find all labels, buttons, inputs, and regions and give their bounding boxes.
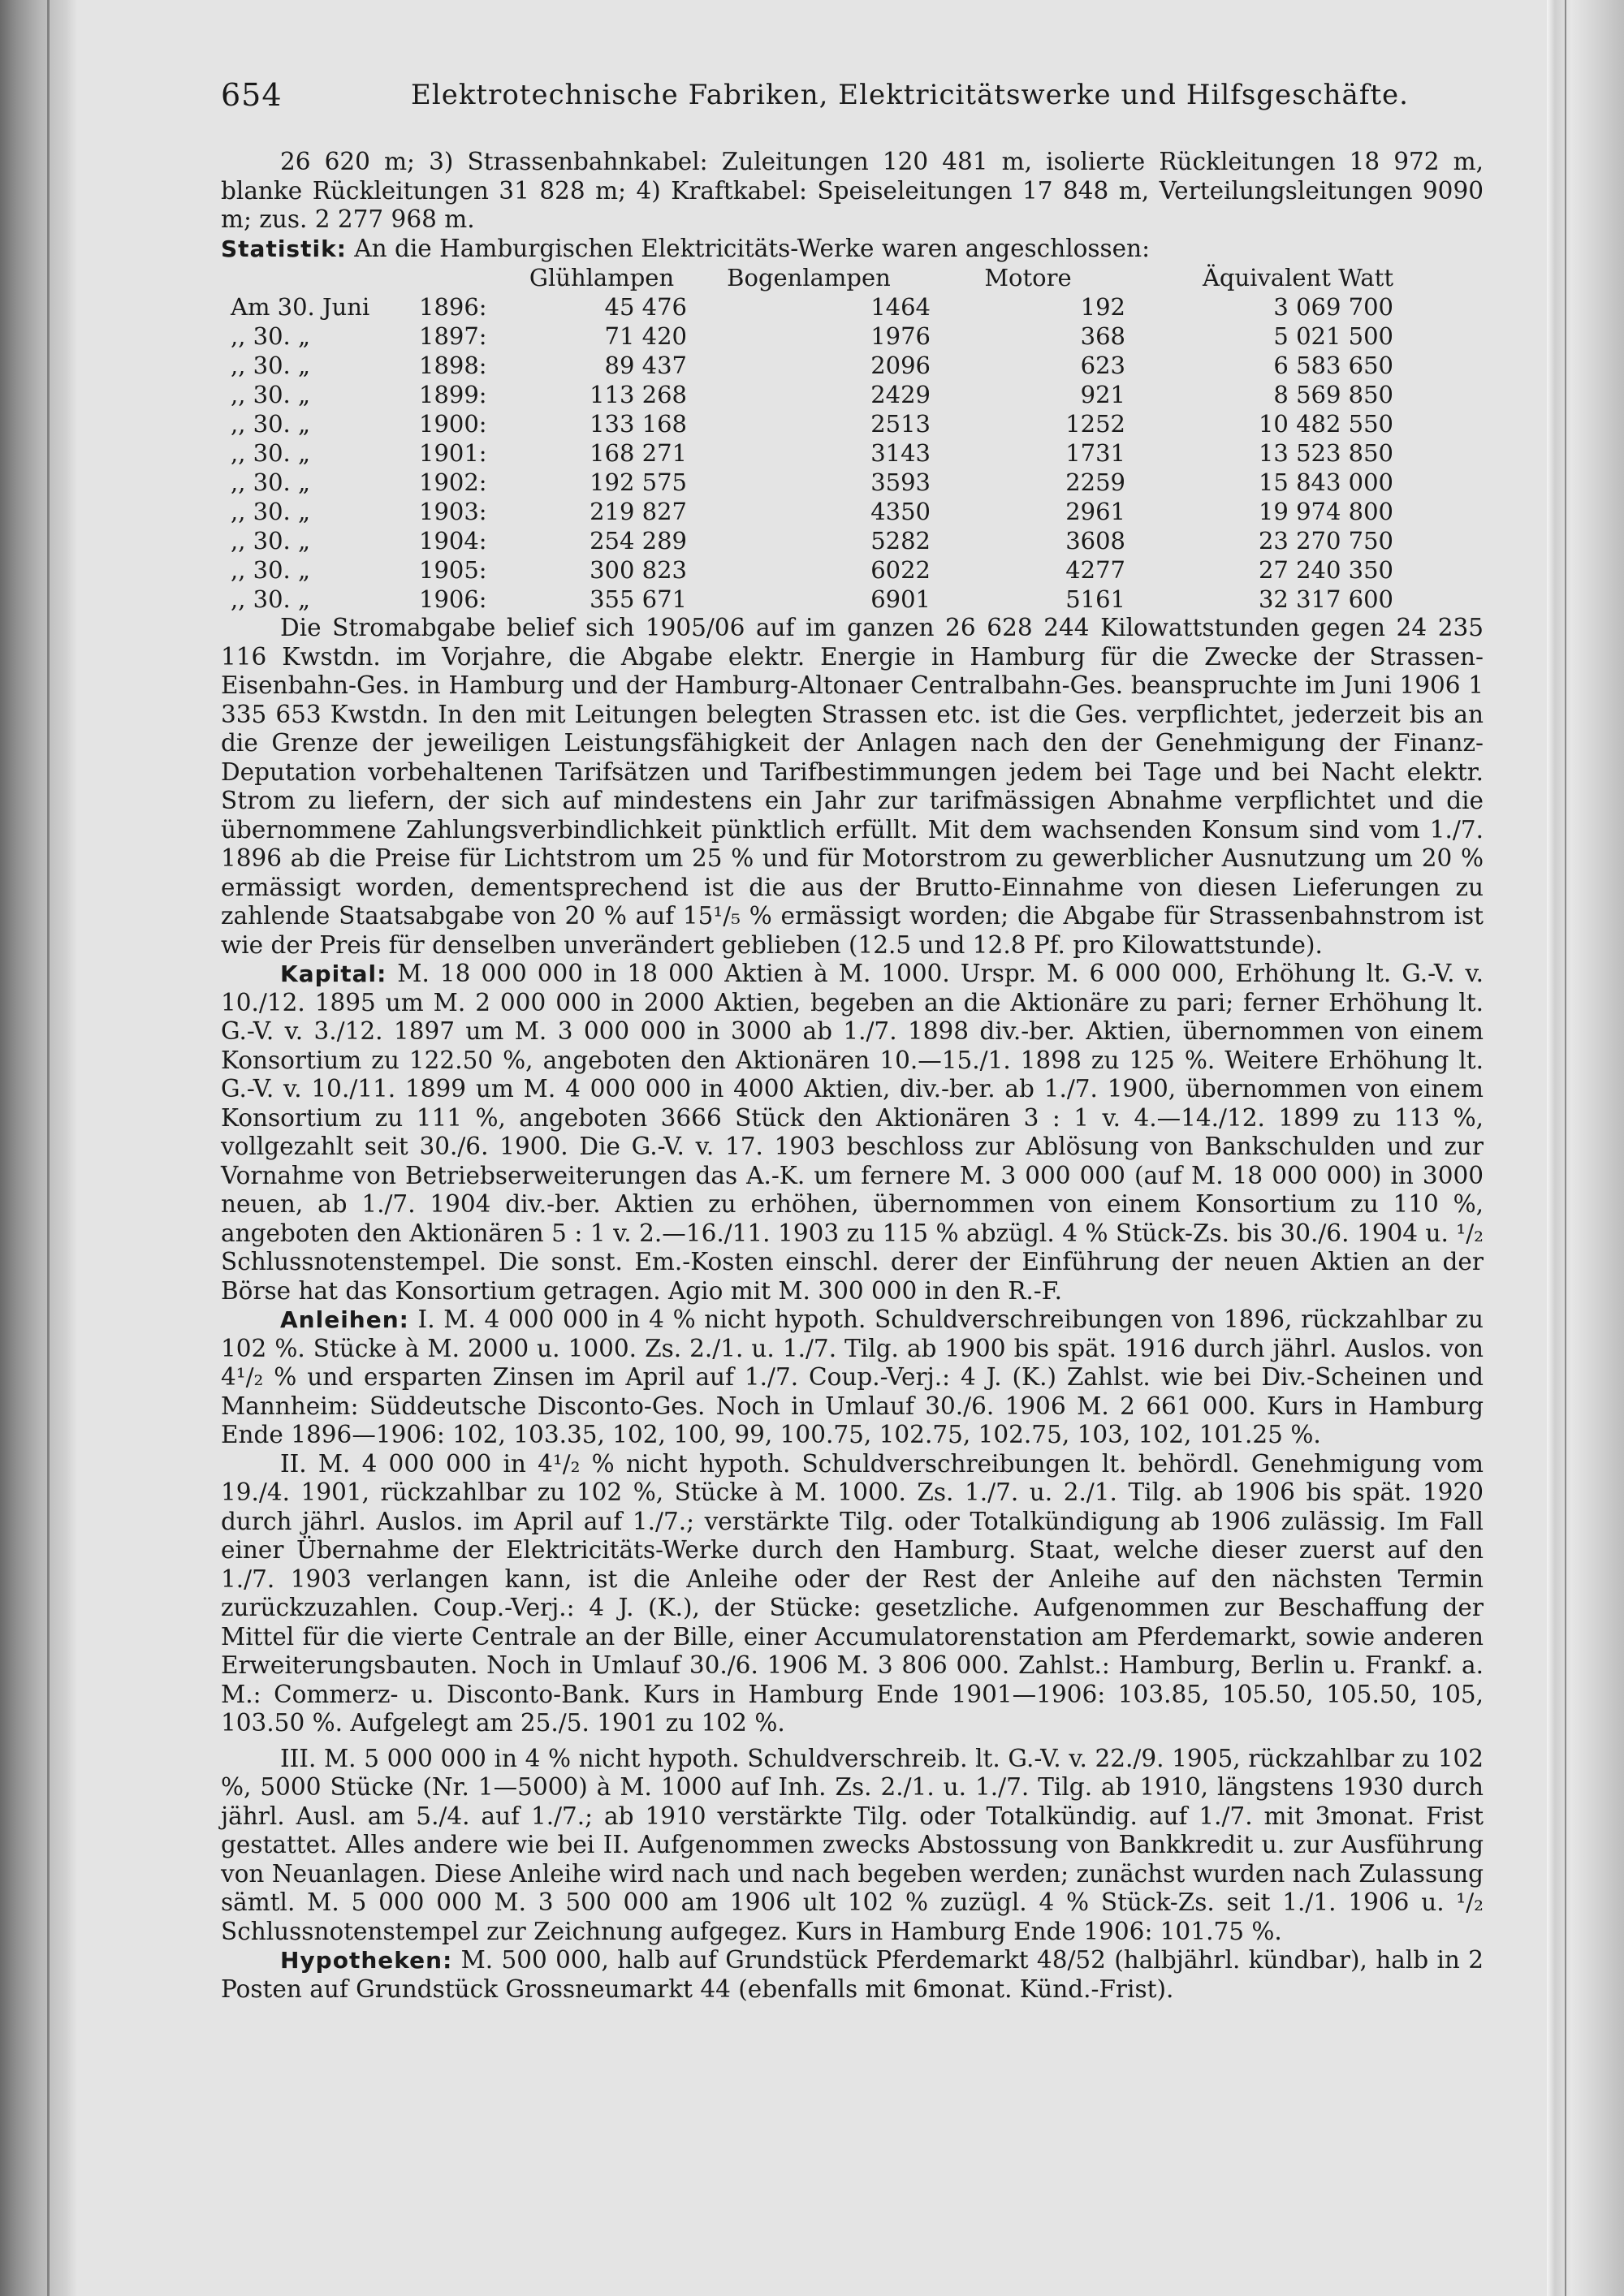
row-label: ,, 30. „ [231,498,311,525]
statistik-table-row [221,585,1393,614]
cell-gluehlampen: 355 671 [590,585,687,613]
statistik-table-row [221,322,1393,351]
cell-bogenlampen: 2429 [870,381,931,408]
row-year: 1902: [419,468,487,496]
cell-bogenlampen: 2096 [870,352,931,379]
column-header-bogenlampen: Bogenlampen [727,264,891,291]
cell-gluehlampen: 168 271 [590,439,687,467]
row-label: Am 30. Juni [231,293,370,321]
row-year: 1898: [419,352,487,379]
running-title: Elektrotechnische Fabriken, Elektricitätswerke und Hilfsgeschäfte. [411,79,1409,111]
statistik-lead: An die Hamburgischen Elektricitäts-Werke waren angeschlossen: [346,234,1151,262]
statistik-table [221,263,1393,614]
row-label: ,, 30. „ [231,585,311,613]
cell-bogenlampen: 3593 [870,468,931,496]
cell-gluehlampen: 254 289 [590,527,687,555]
cell-motore: 2961 [1065,498,1125,525]
kapital-paragraph [221,960,1484,1306]
cell-motore: 5161 [1065,585,1125,613]
row-label: ,, 30. „ [231,527,311,555]
cell-gluehlampen: 219 827 [590,498,687,525]
page-header [221,77,1488,126]
row-year: 1904: [419,527,487,555]
cell-aequivalent-watt: 10 482 550 [1258,410,1393,438]
statistik-table-row [221,497,1393,526]
cell-motore: 1731 [1065,439,1125,467]
adjacent-page-edge [1547,0,1624,2296]
cell-bogenlampen: 6901 [870,585,931,613]
anleihen-heading: Anleihen: [280,1306,409,1333]
row-year: 1897: [419,322,487,350]
row-label: ,, 30. „ [231,381,311,408]
row-year: 1896: [419,293,487,321]
row-year: 1903: [419,498,487,525]
cell-bogenlampen: 2513 [870,410,931,438]
cell-aequivalent-watt: 6 583 650 [1273,352,1393,379]
anleihen-paragraph-2: II. M. 4 000 000 in 4¹/₂ % nicht hypoth. Schuldverschreibungen lt. behördl. Genehmigung vom 19./4. 1901, rückzahlbar zu 102 %, Stücke à M. 1000. Zs. 1./7. u. 2./1. Tilg. ab 1906 bis spät. 1920 durch jährl. Auslos. im April auf 1./7.; verstärkte Tilg. oder Totalkündigung ab 1906 zulässig. Im Fall einer Übernahme der Elektricitäts-Werke durch den Hamburg. Staat, welche dieser zuerst auf den 1./7. 1903 verlangen kann, ist die Anleihe oder der Rest der Anleihe auf den nächsten Termin zurückzuzahlen. Coup.-Verj.: 4 J. (K.), der Stücke: gesetzliche. Aufgenommen zur Beschaffung der Mittel für die vierte Centrale an der Bille, einer Accumulatorenstation am Pferdemarkt, sowie anderen Erweiterungsbauten. Noch in Umlauf 30./6. 1906 M. 3 806 000. Zahlst.: Hamburg, Berlin u. Frankf. a. M.: Commerz- u. Disconto-Bank. Kurs in Hamburg Ende 1901—1906: 103.85, 105.50, 105.50, 105, 103.50 %. Aufgelegt am 25./5. 1901 zu 102 %. [221,1449,1484,1737]
statistik-table-row [221,468,1393,497]
book-binding-shadow [0,0,77,2296]
cell-motore: 3608 [1065,527,1125,555]
cell-motore: 1252 [1065,410,1125,438]
cell-bogenlampen: 6022 [870,556,931,584]
cell-motore: 921 [1080,381,1125,408]
cell-aequivalent-watt: 32 317 600 [1258,585,1393,613]
cell-aequivalent-watt: 3 069 700 [1273,293,1393,321]
stromabgabe-paragraph: Die Stromabgabe belief sich 1905/06 auf im ganzen 26 628 244 Kilowattstunden gegen 24 235 116 Kwstdn. im Vorjahre, die Abgabe elektr. Energie in Hamburg für die Zwecke der Strassen-Eisenbahn-Ges. in Hamburg und der Hamburg-Altonaer Centralbahn-Ges. beanspruchte im Juni 1906 1 335 653 Kwstdn. In den mit Leitungen belegten Strassen etc. ist die Ges. verpflichtet, jederzeit bis an die Grenze der jeweiligen Leistungsfähigkeit der Anlagen nach den der Genehmigung der Finanz-Deputation vorbehaltenen Tarifsätzen und Tarifbestimmungen jedem bei Tage und bei Nacht elektr. Strom zu liefern, der sich auf mindestens ein Jahr zur tarifmässigen Abnahme verpflichtet und die übernommene Zahlungsverbindlichkeit pünktlich erfüllt. Mit dem wachsenden Konsum sind vom 1./7. 1896 ab die Preise für Lichtstrom um 25 % und für Motorstrom zu gewerblicher Ausnutzung um 20 % ermässigt worden, dementsprechend ist die aus der Brutto-Einnahme von diesen Lieferungen zu zahlende Staatsabgabe von 20 % auf 15¹/₅ % ermässigt worden; die Abgabe für Strassenbahnstrom ist wie der Preis für denselben unverändert geblieben (12.5 und 12.8 Pf. pro Kilowattstunde). [221,614,1484,959]
statistik-table-row [221,555,1393,585]
column-header-gluehlampen: Glühlampen [529,264,675,291]
cell-aequivalent-watt: 5 021 500 [1273,322,1393,350]
column-header-motore: Motore [984,264,1072,291]
statistik-table-header [221,263,1393,292]
row-year: 1905: [419,556,487,584]
row-year: 1901: [419,439,487,467]
row-label: ,, 30. „ [231,556,311,584]
cell-aequivalent-watt: 23 270 750 [1258,527,1393,555]
column-header-aequivalent-watt: Äquivalent Watt [1202,264,1393,291]
page-number: 654 [221,77,283,113]
row-label: ,, 30. „ [231,468,311,496]
statistik-heading: Statistik: [221,235,347,262]
kapital-text: M. 18 000 000 in 18 000 Aktien à M. 1000. Urspr. M. 6 000 000, Erhöhung lt. G.-V. v. 10./12. 1895 um M. 2 000 000 in 2000 Aktien, begeben an die Aktionäre zu pari; ferner Erhöhung lt. G.-V. v. 3./12. 1897 um M. 3 000 000 in 3000 ab 1./7. 1898 div.-ber. Aktien, übernommen von einem Konsortium zu 122.50 %, angeboten den Aktionären 10.—15./1. 1898 zu 125 %. Weitere Erhöhung lt. G.-V. v. 10./11. 1899 um M. 4 000 000 in 4000 Aktien, div.-ber. ab 1./7. 1900, übernommen von einem Konsortium zu 111 %, angeboten 3666 Stück den Aktionären 3 : 1 v. 4.—14./12. 1899 zu 113 %, vollgezahlt seit 30./6. 1900. Die G.-V. v. 17. 1903 beschloss zur Ablösung von Bankschulden und zur Vornahme von Betriebserweiterungen das A.-K. um fernere M. 3 000 000 (auf M. 18 000 000) in 3000 neuen, ab 1./7. 1904 div.-ber. Aktien zu erhöhen, übernommen von einem Konsortium zu 110 %, angeboten den Aktionären 5 : 1 v. 2.—16./11. 1903 zu 115 % abzügl. 4 % Stück-Zs. bis 30./6. 1904 u. ¹/₂ Schlussnotenstempel. Die sonst. Em.-Kosten einschl. derer der Einführung der neuen Aktien an der Börse hat das Konsortium getragen. Agio mit M. 300 000 in den R.-F. [221,960,1484,1305]
cell-gluehlampen: 71 420 [604,322,687,350]
hypotheken-text: M. 500 000, halb auf Grundstück Pferdemarkt 48/52 (halbjährl. kündbar), halb in 2 Posten auf Grundstück Grossneumarkt 44 (ebenfalls mit 6monat. Künd.-Frist). [221,1946,1484,2003]
intro-paragraph: 26 620 m; 3) Strassenbahnkabel: Zuleitungen 120 481 m, isolierte Rückleitungen 18 972 m, blanke Rückleitungen 31 828 m; 4) Kraftkabel: Speiseleitungen 17 848 m, Verteilungsleitungen 9090 m; zus. 2 277 968 m. [221,148,1484,233]
statistik-table-row [221,351,1393,380]
cell-aequivalent-watt: 13 523 850 [1258,439,1393,467]
cell-gluehlampen: 133 168 [590,410,687,438]
cell-bogenlampen: 1976 [870,322,931,350]
row-year: 1900: [419,410,487,438]
row-label: ,, 30. „ [231,352,311,379]
row-label: ,, 30. „ [231,322,311,350]
cell-gluehlampen: 45 476 [604,293,687,321]
cell-bogenlampen: 5282 [870,527,931,555]
cell-bogenlampen: 4350 [870,498,931,525]
cell-aequivalent-watt: 8 569 850 [1273,381,1393,408]
row-label: ,, 30. „ [231,410,311,438]
cell-gluehlampen: 89 437 [604,352,687,379]
statistik-paragraph [221,235,1484,264]
cell-motore: 623 [1080,352,1125,379]
cell-bogenlampen: 3143 [870,439,931,467]
cell-motore: 368 [1080,322,1125,350]
hypotheken-paragraph [221,1946,1484,2004]
cell-motore: 2259 [1065,468,1125,496]
cell-gluehlampen: 113 268 [590,381,687,408]
anleihen-paragraph-1 [221,1306,1484,1450]
cell-motore: 192 [1080,293,1125,321]
anleihen-paragraph-3: III. M. 5 000 000 in 4 % nicht hypoth. Schuldverschreib. lt. G.-V. v. 22./9. 1905, rückzahlbar zu 102 %, 5000 Stücke (Nr. 1—5000) à M. 1000 auf Inh. Zs. 2./1. u. 1./7. Tilg. ab 1910, längstens 1930 durch jährl. Ausl. am 5./4. auf 1./7.; ab 1910 verstärkte Tilg. oder Totalkündig. auf 1./7. mit 3monat. Frist gestattet. Alles andere wie bei II. Aufgenommen zwecks Abstossung von Bankkredit u. zur Ausführung von Neuanlagen. Diese Anleihe wird nach und nach begeben werden; zunächst wurden nach Zulassung sämtl. M. 5 000 000 M. 3 500 000 am 1906 ult 102 % zuzügl. 4 % Stück-Zs. seit 1./1. 1906 u. ¹/₂ Schlussnotenstempel zur Zeichnung aufgegez. Kurs in Hamburg Ende 1906: 101.75 %. [221,1744,1484,1945]
statistik-table-row [221,438,1393,468]
statistik-table-row [221,526,1393,555]
cell-aequivalent-watt: 19 974 800 [1258,498,1393,525]
row-label: ,, 30. „ [231,439,311,467]
cell-bogenlampen: 1464 [870,293,931,321]
row-year: 1906: [419,585,487,613]
main-text-column [221,148,1484,2004]
statistik-table-row [221,380,1393,409]
kapital-heading: Kapital: [280,960,387,987]
cell-aequivalent-watt: 15 843 000 [1258,468,1393,496]
cell-motore: 4277 [1065,556,1125,584]
statistik-table-body [221,292,1393,614]
cell-gluehlampen: 192 575 [590,468,687,496]
statistik-table-row [221,409,1393,438]
cell-gluehlampen: 300 823 [590,556,687,584]
hypotheken-heading: Hypotheken: [280,1947,453,1974]
anleihen-text-1: I. M. 4 000 000 in 4 % nicht hypoth. Schuldverschreibungen von 1896, rückzahlbar zu 102 %. Stücke à M. 2000 u. 1000. Zs. 2./1. u. 1./7. Tilg. ab 1900 bis spät. 1916 durch jährl. Auslos. von 4¹/₂ % und ersparten Zinsen im April auf 1./7. Coup.-Verj.: 4 J. (K.) Zahlst. wie bei Div.-Scheinen und Mannheim: Süddeutsche Disconto-Ges. Noch in Umlauf 30./6. 1906 M. 2 661 000. Kurs in Hamburg Ende 1896—1906: 102, 103.35, 102, 100, 99, 100.75, 102.75, 102.75, 103, 102, 101.25 %. [221,1306,1484,1448]
row-year: 1899: [419,381,487,408]
statistik-table-row [221,292,1393,322]
cell-aequivalent-watt: 27 240 350 [1258,556,1393,584]
